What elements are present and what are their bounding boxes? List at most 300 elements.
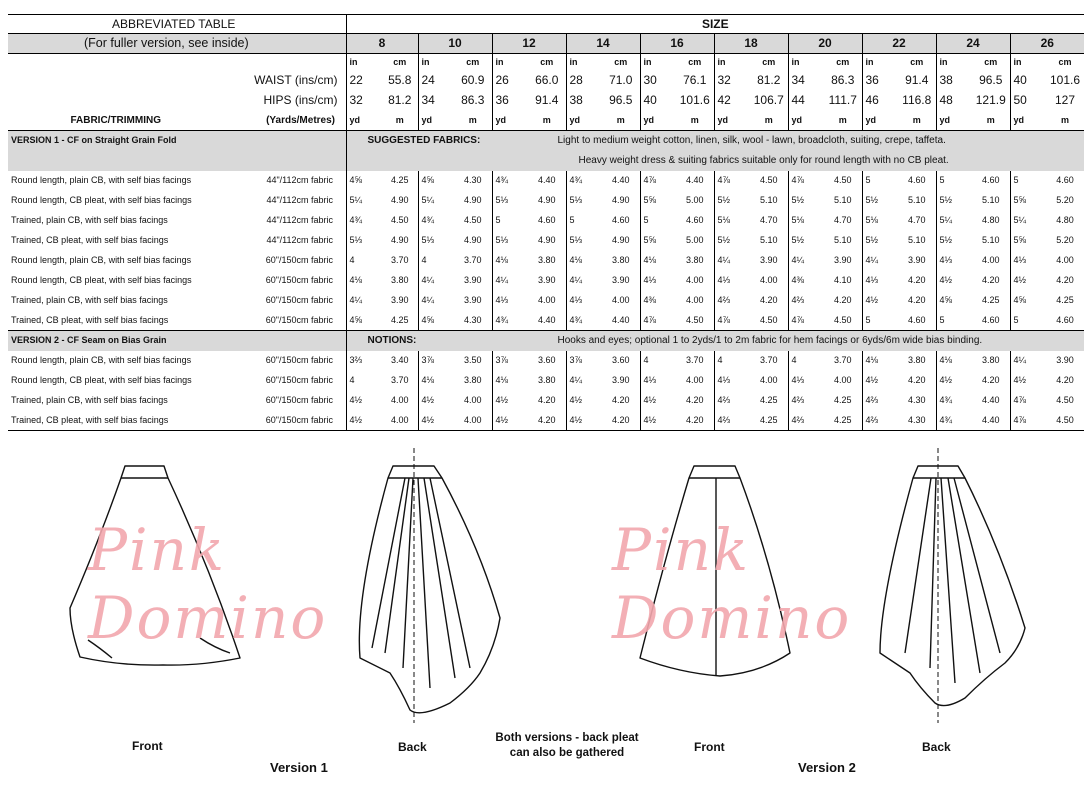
yard-label: (Yards/Metres) (266, 114, 335, 126)
yardage-cell: 5¼ (936, 211, 972, 231)
yardage-row (8, 291, 1084, 311)
yardage-cell: 4.00 (390, 395, 409, 405)
yardage-cell: 4⅓ (714, 371, 750, 391)
yardage-cell: 4.40 (981, 395, 1000, 405)
yardage-cell: 5½ (936, 231, 972, 251)
yardage-cell: 4½ (566, 391, 602, 411)
yardage-cell: 3⅔ (346, 351, 382, 371)
yardage-cell: 5.10 (907, 195, 926, 205)
yardage-cell: 4.50 (759, 175, 778, 185)
yardage-row-label (8, 231, 346, 251)
row-fabric: 60"/150cm fabric (265, 355, 333, 365)
yardage-cell: 3.70 (685, 355, 704, 365)
waist-value: 38 (936, 71, 972, 91)
waist-row (8, 71, 1084, 91)
unit-cm: cm (676, 54, 714, 71)
version1-notes-label: SUGGESTED FABRICS: (367, 135, 481, 147)
unit-in: in (418, 54, 454, 71)
yardage-cell: 4¾ (566, 311, 602, 331)
yardage-cell: 3.90 (1056, 355, 1074, 365)
yardage-cell: 4.90 (463, 195, 482, 205)
size-8: 8 (346, 34, 418, 54)
yardage-cell: 4.00 (1056, 255, 1074, 265)
yardage-cell: 4⅔ (862, 391, 898, 411)
yardage-cell: 4¾ (492, 171, 528, 191)
yardage-cell: 5⅓ (492, 191, 528, 211)
yardage-cell: 4.60 (907, 175, 926, 185)
unit-in: in (566, 54, 602, 71)
waist-value: 96.5 (979, 73, 1003, 87)
version2-header-row (8, 331, 1084, 351)
yardage-cell: 5.10 (833, 195, 852, 205)
yardage-cell: 4¾ (492, 311, 528, 331)
yardage-cell: 4.50 (1056, 395, 1074, 405)
row-name: Trained, plain CB, with self bias facings (11, 395, 168, 405)
yardage-cell: 5⅝ (640, 191, 676, 211)
unit-cm: cm (750, 54, 788, 71)
yardage-cell: 4⅝ (936, 291, 972, 311)
yardage-row-label (8, 411, 346, 431)
row-fabric: 44"/112cm fabric (266, 195, 333, 205)
yardage-cell: 3.70 (463, 255, 482, 265)
unit-m: m (542, 114, 551, 125)
yardage-cell: 4.20 (907, 275, 926, 285)
yardage-cell: 3.90 (537, 275, 556, 285)
row-fabric: 60"/150cm fabric (265, 414, 333, 425)
hips-value: 111.7 (828, 93, 857, 107)
yardage-cell: 3.80 (611, 255, 630, 265)
yardage-cell: 4.00 (454, 411, 492, 431)
yardage-cell: 4.40 (972, 411, 1010, 431)
yardage-cell: 5.20 (1056, 195, 1074, 205)
yardage-cell: 4⅛ (936, 351, 972, 371)
version1-notes-text: Light to medium weight cotton, linen, silk, wool - lawn, broadcloth, suiting, crepe, taffeta. (557, 135, 946, 147)
waist-value: 24 (418, 71, 454, 91)
yardage-cell: 5¼ (418, 191, 454, 211)
yardage-cell: 4.50 (463, 215, 482, 225)
yardage-row-label (8, 351, 346, 371)
size-20: 20 (788, 34, 862, 54)
unit-yd: yd (418, 111, 454, 131)
yardage-cell: 4½ (640, 411, 676, 431)
hips-value: 32 (346, 91, 382, 111)
yardage-cell: 4½ (566, 411, 602, 431)
yardage-row (8, 391, 1084, 411)
yardage-cell: 4.60 (981, 175, 1000, 185)
unit-cm: cm (824, 54, 862, 71)
hips-value: 46 (862, 91, 898, 111)
yardage-cell: 4⅛ (566, 251, 602, 271)
yardage-cell: 5.00 (685, 195, 704, 205)
yardage-cell: 4⅓ (566, 291, 602, 311)
yardage-cell: 4.20 (1056, 275, 1074, 285)
yardage-cell: 4.20 (833, 295, 852, 305)
row-fabric: 60"/150cm fabric (265, 275, 333, 285)
pleat-note-line1: Both versions - back pleat (495, 732, 639, 744)
yardage-row (8, 251, 1084, 271)
waist-value: 60.9 (461, 73, 485, 87)
yardage-cell: 4⅝ (418, 171, 454, 191)
yardage-cell: 4 (640, 351, 676, 371)
waist-value: 66.0 (535, 73, 559, 87)
hips-value: 36 (492, 91, 528, 111)
yardage-cell: 4.50 (1046, 411, 1084, 431)
header-row-sizes (8, 34, 1084, 54)
yardage-cell: 5.00 (685, 235, 704, 245)
table-title: ABBREVIATED TABLE (8, 15, 346, 34)
yardage-cell: 5⅛ (862, 211, 898, 231)
v1-back-label: Back (398, 740, 427, 754)
yardage-cell: 5 (1010, 311, 1046, 331)
size-10: 10 (418, 34, 492, 54)
yardage-cell: 4.60 (907, 314, 926, 325)
yardage-cell: 4⅔ (714, 291, 750, 311)
yardage-cell: 4.00 (463, 395, 482, 405)
unit-in: in (862, 54, 898, 71)
yardage-cell: 4.30 (898, 411, 936, 431)
yardage-row-label (8, 391, 346, 411)
hips-value: 44 (788, 91, 824, 111)
yardage-cell: 4⅛ (418, 371, 454, 391)
yardage-cell: 4.90 (537, 195, 556, 205)
yardage-cell: 4.40 (537, 314, 556, 325)
yardage-cell: 4.60 (1056, 314, 1074, 325)
yardage-cell: 4.50 (833, 175, 852, 185)
yardage-row-label (8, 371, 346, 391)
yardage-cell: 4½ (346, 411, 382, 431)
yardage-cell: 4 (788, 351, 824, 371)
unit-m: m (838, 114, 847, 125)
yardage-cell: 4 (346, 371, 382, 391)
unit-yd: yd (1010, 111, 1046, 131)
unit-yd: yd (788, 111, 824, 131)
yardage-cell: 4.20 (537, 395, 556, 405)
waist-value: 40 (1010, 71, 1046, 91)
yardage-cell: 4½ (492, 391, 528, 411)
yardage-cell: 4.00 (759, 275, 778, 285)
yardage-cell: 4 (714, 351, 750, 371)
yardage-row-label (8, 211, 346, 231)
fabric-label: FABRIC/TRIMMING (70, 114, 161, 126)
yardage-row (8, 171, 1084, 191)
yardage-cell: 5⅝ (640, 231, 676, 251)
row-name: Round length, CB pleat, with self bias facings (11, 275, 192, 285)
yardage-cell: 4.00 (611, 295, 630, 305)
v2-back-label: Back (922, 740, 951, 754)
hips-value: 81.2 (388, 93, 412, 107)
hips-value: 38 (566, 91, 602, 111)
yardage-cell: 4.50 (833, 314, 852, 325)
yardage-cell: 4.20 (685, 395, 704, 405)
hips-value: 106.7 (753, 93, 784, 107)
watermark-right: Pink Domino (612, 516, 852, 652)
yardage-cell: 4½ (1010, 271, 1046, 291)
row-fabric: 44"/112cm fabric (266, 175, 333, 185)
row-name: Round length, plain CB, with self bias facings (11, 175, 192, 185)
yardage-cell: 3.90 (463, 295, 482, 305)
yardage-cell: 4 (346, 251, 382, 271)
yardage-row-label (8, 311, 346, 331)
yardage-cell: 3.60 (537, 355, 556, 365)
row-fabric: 60"/150cm fabric (265, 395, 333, 405)
yardage-cell: 3.70 (390, 375, 409, 385)
row-fabric: 44"/112cm fabric (266, 235, 333, 245)
hips-value: 91.4 (535, 93, 559, 107)
fabric-header-row (8, 111, 1084, 131)
yardage-cell: 4.00 (685, 295, 704, 305)
waist-value: 32 (714, 71, 750, 91)
version2-notes (346, 331, 1084, 351)
yardage-cell: 4⅔ (788, 291, 824, 311)
yardage-row (8, 191, 1084, 211)
yardage-cell: 4.30 (907, 395, 926, 405)
yardage-cell: 3⅞ (566, 351, 602, 371)
yardage-cell: 4.90 (611, 235, 630, 245)
yardage-cell: 4⅓ (714, 271, 750, 291)
unit-yd: yd (492, 111, 528, 131)
pleat-note (492, 731, 642, 761)
yardage-cell: 4.70 (833, 215, 852, 225)
row-name: Trained, CB pleat, with self bias facings (11, 414, 169, 425)
yardage-cell: 3⅞ (492, 351, 528, 371)
hips-value: 50 (1010, 91, 1046, 111)
yardage-cell: 4⅓ (862, 271, 898, 291)
yardage-cell: 4⅓ (1010, 251, 1046, 271)
yardage-cell: 4.40 (685, 175, 704, 185)
yardage-cell: 3.80 (907, 355, 926, 365)
units-row (8, 54, 1084, 71)
yardage-cell: 4⅛ (492, 371, 528, 391)
yardage-cell: 4⅛ (492, 251, 528, 271)
yardage-cell: 5.10 (833, 235, 852, 245)
yardage-cell: 4⅞ (714, 171, 750, 191)
unit-in: in (714, 54, 750, 71)
yardage-cell: 4.90 (390, 195, 409, 205)
yardage-cell: 4.00 (833, 375, 852, 385)
unit-cm: cm (454, 54, 492, 71)
hips-value: 96.5 (609, 93, 633, 107)
yardage-cell: 3.80 (685, 255, 704, 265)
unit-yd: yd (346, 111, 382, 131)
yardage-cell: 4.60 (537, 215, 556, 225)
yardage-cell: 4¼ (346, 291, 382, 311)
yardage-row (8, 351, 1084, 371)
yardage-cell: 5 (862, 311, 898, 331)
hips-value: 48 (936, 91, 972, 111)
waist-value: 76.1 (683, 73, 707, 87)
yardage-cell: 4.70 (907, 215, 926, 225)
yardage-cell: 3.80 (390, 275, 409, 285)
yardage-cell: 4⅞ (1010, 391, 1046, 411)
row-name: Trained, plain CB, with self bias facings (11, 215, 168, 225)
yardage-cell: 4¼ (418, 291, 454, 311)
fabric-header (8, 111, 346, 131)
yardage-cell: 4.50 (390, 215, 409, 225)
yardage-row-label (8, 171, 346, 191)
version1-notes2-row (8, 151, 1084, 171)
unit-cm: cm (972, 54, 1010, 71)
yardage-cell: 4.80 (1056, 215, 1074, 225)
yardage-cell: 5.10 (981, 195, 1000, 205)
size-12: 12 (492, 34, 566, 54)
yardage-cell: 4¾ (936, 411, 972, 431)
yardage-cell: 5 (936, 171, 972, 191)
yardage-cell: 5⅓ (492, 231, 528, 251)
v2-back-skirt (880, 448, 1025, 723)
version2-title: VERSION 2 - CF Seam on Bias Grain (8, 331, 346, 351)
yardage-cell: 5⅝ (1010, 191, 1046, 211)
yardage-cell: 4⅞ (1010, 411, 1046, 431)
yardage-row (8, 371, 1084, 391)
hips-value: 101.6 (679, 93, 710, 107)
yardage-cell: 3.80 (463, 375, 482, 385)
yardage-cell: 4.40 (611, 314, 630, 325)
yardage-cell: 4¼ (788, 251, 824, 271)
hips-value: 116.8 (902, 93, 932, 107)
yardage-row (8, 211, 1084, 231)
hips-value: 34 (418, 91, 454, 111)
version1-label: Version 1 (270, 760, 328, 775)
hips-value: 42 (714, 91, 750, 111)
yardage-cell: 4.20 (981, 375, 1000, 385)
version2-label: Version 2 (798, 760, 856, 775)
row-fabric: 60"/150cm fabric (265, 314, 333, 325)
yardage-cell: 4⅞ (640, 311, 676, 331)
row-fabric: 60"/150cm fabric (265, 295, 333, 305)
yardage-cell: 4.25 (390, 175, 409, 185)
unit-cm: cm (898, 54, 936, 71)
yardage-cell: 5.10 (981, 235, 1000, 245)
yardage-cell: 4.20 (676, 411, 714, 431)
unit-yd: yd (862, 111, 898, 131)
v1-front-label: Front (132, 739, 163, 753)
header-row-title (8, 15, 1084, 34)
yardage-cell: 4.50 (685, 314, 704, 325)
yardage-cell: 4¾ (346, 211, 382, 231)
yardage-cell: 4.90 (390, 235, 409, 245)
unit-cm: cm (528, 54, 566, 71)
yardage-cell: 4.20 (1056, 375, 1074, 385)
yardage-cell: 4⅝ (1010, 291, 1046, 311)
waist-value: 55.8 (388, 73, 412, 87)
waist-value: 91.4 (905, 73, 929, 87)
size-26: 26 (1010, 34, 1084, 54)
yardage-cell: 4½ (862, 291, 898, 311)
yardage-cell: 4.25 (981, 295, 1000, 305)
pleat-note-line2: can also be gathered (509, 747, 625, 759)
unit-m: m (395, 114, 404, 125)
yardage-cell: 4¼ (862, 251, 898, 271)
yardage-cell: 5½ (936, 191, 972, 211)
yardage-cell: 5.10 (759, 235, 778, 245)
yardage-cell: 5 (492, 211, 528, 231)
yardage-row-label (8, 251, 346, 271)
unit-m: m (1061, 114, 1070, 125)
yardage-cell: 4¼ (418, 271, 454, 291)
yardage-cell: 5 (566, 211, 602, 231)
yardage-cell: 4.00 (685, 375, 704, 385)
yardage-cell: 4⅜ (640, 291, 676, 311)
yardage-row-label (8, 191, 346, 211)
yardage-cell: 3.90 (463, 275, 482, 285)
yardage-cell: 4⅓ (936, 251, 972, 271)
yardage-cell: 4¼ (566, 371, 602, 391)
yardage-cell: 4.20 (611, 395, 630, 405)
yardage-cell: 4½ (936, 271, 972, 291)
yardage-cell: 4⅞ (788, 311, 824, 331)
yardage-cell: 4⅓ (640, 271, 676, 291)
waist-value: 28 (566, 71, 602, 91)
yardage-cell: 5 (1010, 171, 1046, 191)
yardage-cell: 4⅛ (346, 271, 382, 291)
yardage-row (8, 231, 1084, 251)
yardage-cell: 4.90 (537, 235, 556, 245)
yardage-row (8, 271, 1084, 291)
unit-yd: yd (936, 111, 972, 131)
unit-in: in (788, 54, 824, 71)
yardage-cell: 4¼ (1010, 351, 1046, 371)
yardage-cell: 4½ (862, 371, 898, 391)
yardage-cell: 4⅔ (714, 391, 750, 411)
unit-in: in (1010, 54, 1046, 71)
yardage-cell: 4.40 (537, 175, 556, 185)
v2-front-label: Front (694, 740, 725, 754)
waist-label: WAIST (ins/cm) (254, 73, 338, 87)
yardage-cell: 4.20 (907, 375, 926, 385)
row-fabric: 60"/150cm fabric (265, 255, 333, 265)
version1-notes (346, 131, 1084, 151)
yardage-cell: 3.90 (833, 255, 852, 265)
row-name: Round length, plain CB, with self bias facings (11, 255, 192, 265)
yardage-cell: 4.20 (907, 295, 926, 305)
hips-label: HIPS (ins/cm) (263, 93, 338, 107)
row-name: Trained, CB pleat, with self bias facings (11, 314, 169, 325)
yardage-cell: 5⅛ (714, 211, 750, 231)
yardage-cell: 4⅝ (346, 171, 382, 191)
yardage-cell: 4.00 (981, 255, 1000, 265)
yardage-cell: 3.80 (537, 375, 556, 385)
yardage-cell: 4½ (418, 391, 454, 411)
hips-row (8, 91, 1084, 111)
yardage-cell: 4 (418, 251, 454, 271)
unit-yd: yd (714, 111, 750, 131)
yardage-cell: 5½ (714, 191, 750, 211)
hips-value: 86.3 (461, 93, 485, 107)
yardage-cell: 4.60 (611, 215, 630, 225)
unit-in: in (346, 54, 382, 71)
yardage-cell: 5.10 (759, 195, 778, 205)
yardage-cell: 5⅝ (1010, 231, 1046, 251)
yardage-cell: 4.80 (981, 215, 1000, 225)
hips-value: 40 (640, 91, 676, 111)
version1-header-row (8, 131, 1084, 151)
unit-yd: yd (640, 111, 676, 131)
yardage-cell: 4⅛ (640, 251, 676, 271)
waist-value: 36 (862, 71, 898, 91)
yardage-cell: 4.10 (833, 275, 852, 285)
row-name: Trained, CB pleat, with self bias facings (11, 235, 169, 245)
yardage-cell: 4½ (492, 411, 528, 431)
yardage-cell: 4¾ (936, 391, 972, 411)
yardage-cell: 4⅞ (640, 171, 676, 191)
yardage-cell: 5¼ (346, 191, 382, 211)
yardage-cell: 4.70 (759, 215, 778, 225)
yardage-cell: 5½ (862, 191, 898, 211)
yardage-cell: 4½ (1010, 371, 1046, 391)
unit-in: in (640, 54, 676, 71)
yardage-cell: 4½ (936, 371, 972, 391)
unit-in: in (936, 54, 972, 71)
